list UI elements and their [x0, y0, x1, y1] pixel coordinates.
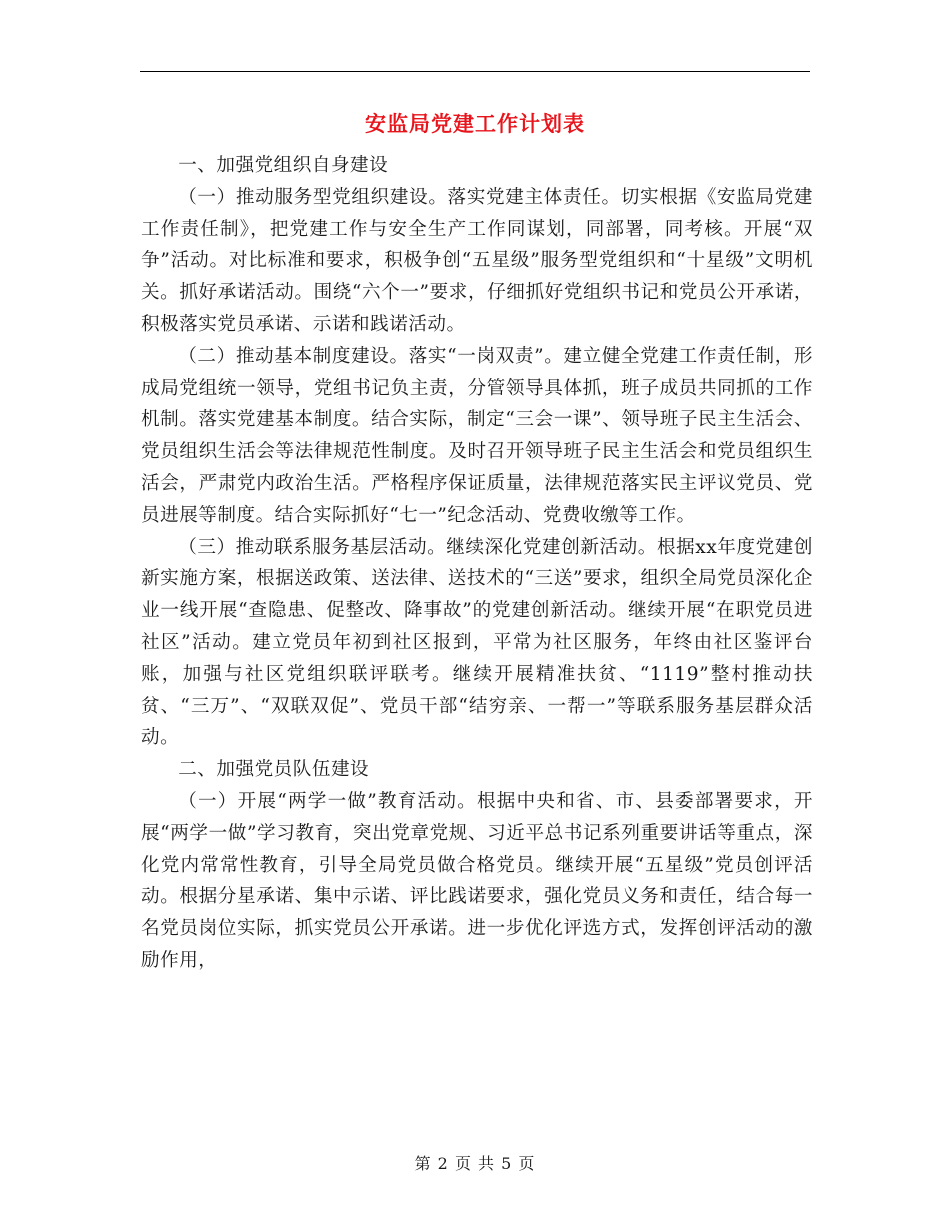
body-paragraph: （一）开展“两学一做”教育活动。根据中央和省、市、县委部署要求，开展“两学一做”学习教育，突出党章党规、习近平总书记系列重要讲话等重点，深化党内常常性教育，引导全局党员做合格党员。继续开展“五星级”党员创评活动。根据分星承诺、集中示诺、评比践诺要求，强化党员义务和责任，结合每一名党员岗位实际，抓实党员公开承诺。进一步优化评选方式，发挥创评活动的激励作用，: [141, 790, 813, 971]
body-paragraph: （二）推动基本制度建设。落实“一岗双责”。建立健全党建工作责任制，形成局党组统一领导，党组书记负主责，分管领导具体抓，班子成员共同抓的工作机制。落实党建基本制度。结合实际，制定“三会一课”、领导班子民主生活会、党员组织生活会等法律规范性制度。及时召开领导班子民主生活会和党员组织生活会，严肃党内政治生活。严格程序保证质量，法律规范落实民主评议党员、党员进展等制度。结合实际抓好“七一”纪念活动、党费收缴等工作。: [141, 345, 813, 526]
section-heading: 一、加强党组织自身建设: [178, 155, 389, 176]
body-paragraph: （三）推动联系服务基层活动。继续深化党建创新活动。根据xx年度党建创新实施方案，根据送政策、送法律、送技术的“三送”要求，组织全局党员深化企业一线开展“查隐患、促整改、降事故”的党建创新活动。继续开展“在职党员进社区”活动。建立党员年初到社区报到，平常为社区服务，年终由社区鉴评台账，加强与社区党组织联评联考。继续开展精准扶贫、“1119”整村推动扶贫、“三万”、“双联双促”、党员干部“结穷亲、一帮一”等联系服务基层群众活动。: [141, 536, 813, 749]
section-heading: 二、加强党员队伍建设: [178, 759, 370, 781]
document-body: [141, 150, 813, 977]
document-title: 安监局党建工作计划表: [365, 111, 585, 136]
body-paragraph: （一）推动服务型党组织建设。落实党建主体责任。切实根据《安监局党建工作责任制》，把党建工作与安全生产工作同谋划，同部署，同考核。开展“双争”活动。对比标准和要求，积极争创“五星级”服务型党组织和“十星级”文明机关。抓好承诺活动。围绕“六个一”要求，仔细抓好党组织书记和党员公开承诺，积极落实党员承诺、示诺和践诺活动。: [141, 186, 813, 335]
page-footer: 第 2 页 共 5 页: [414, 1154, 536, 1173]
header-rule: [140, 71, 810, 72]
